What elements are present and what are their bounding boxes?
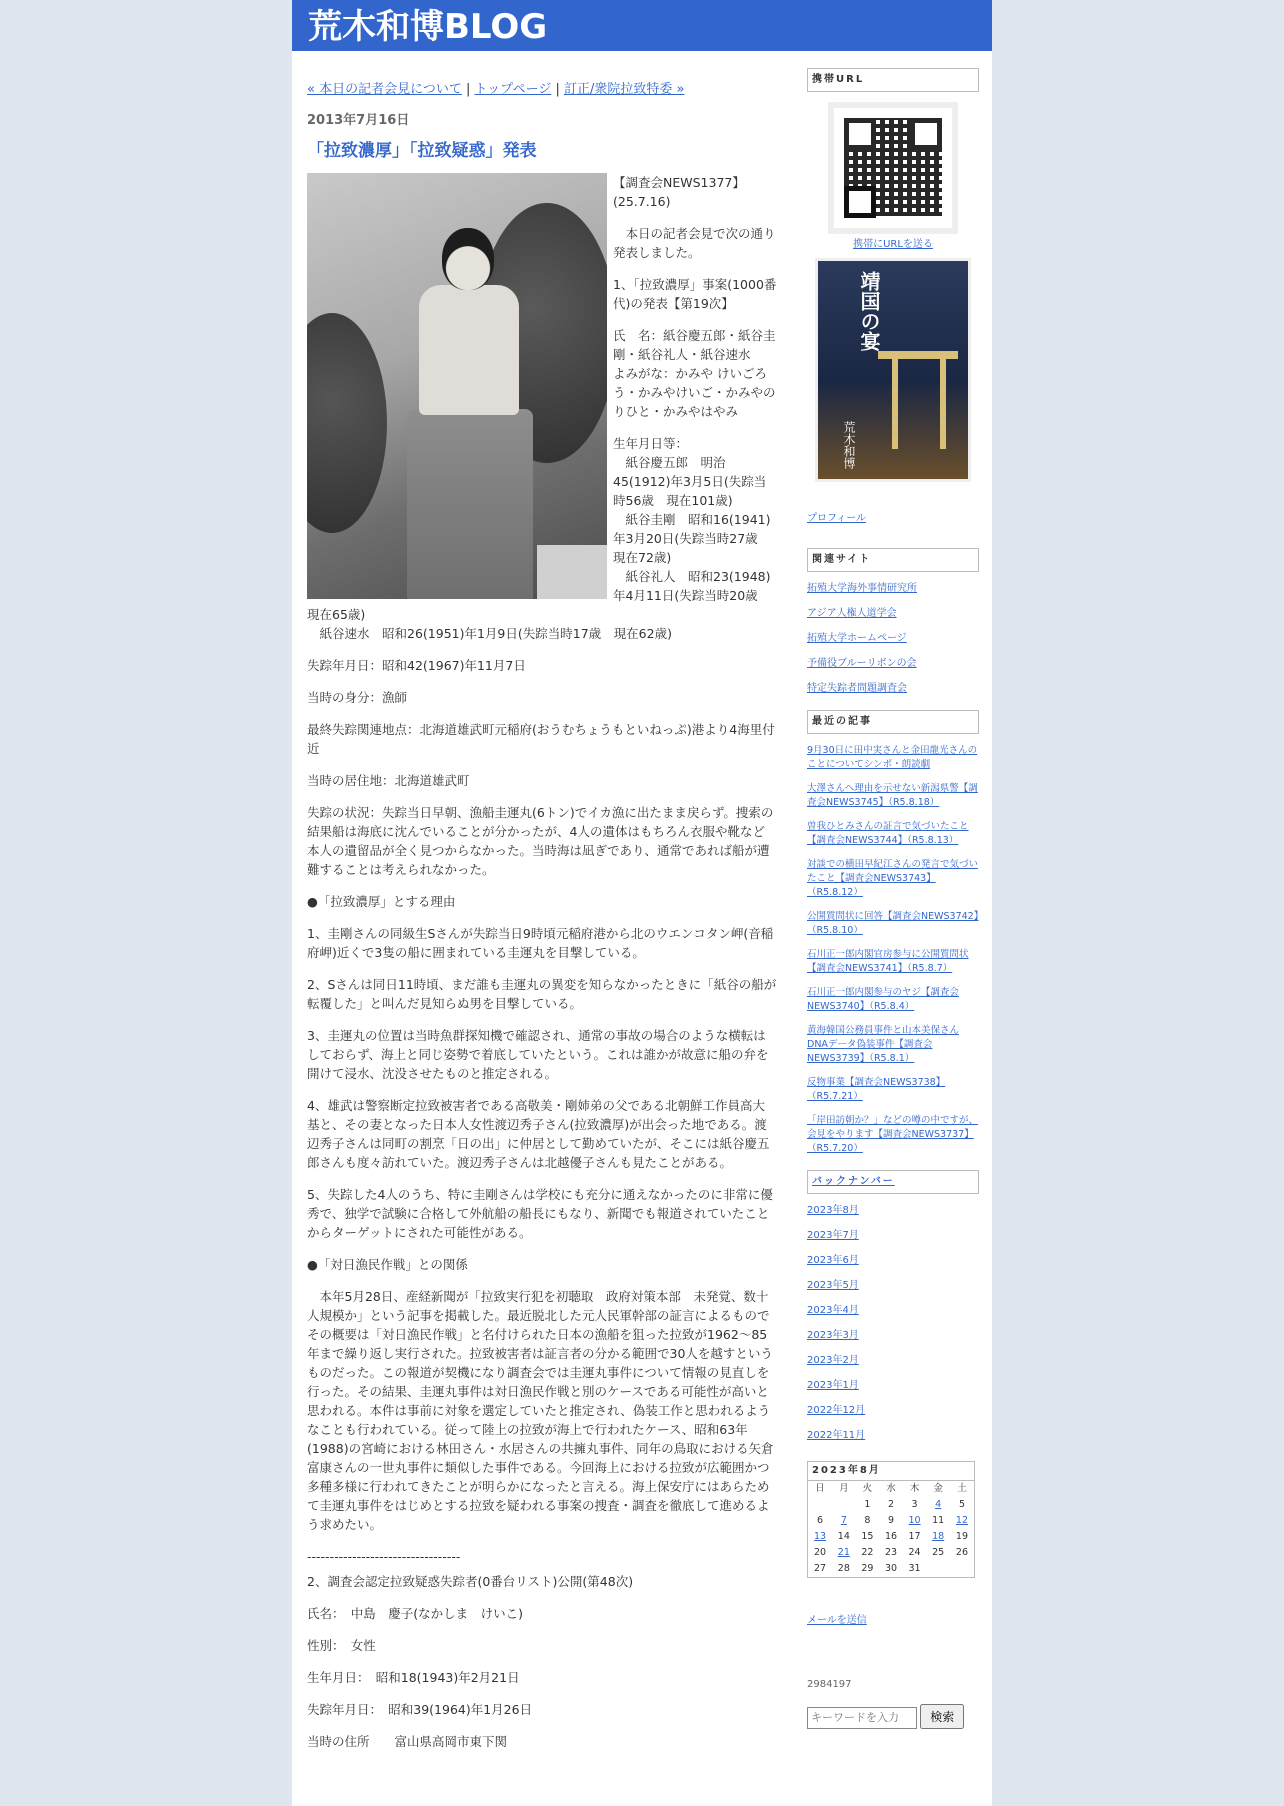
recent-article-link[interactable]: 黄海韓国公務員事件と山本美保さんDNAデータ偽装事件【調査会NEWS3739】（R5.8.1） [807,1025,960,1064]
calendar-cell [832,1513,856,1529]
book-title: 靖国の宴 [857,271,881,351]
calendar-day: 6 [817,1515,824,1526]
calendar-cell [808,1529,833,1545]
calendar-weekday: 火 [862,1483,873,1494]
calendar-day-link[interactable]: 13 [813,1531,827,1542]
related-site-link[interactable]: 特定失踪者問題調査会 [807,683,907,694]
recent-article-link[interactable]: 石川正一郎内閣官房参与に公開質問状【調査会NEWS3741】（R5.8.7） [807,949,969,974]
recent-article-link[interactable]: 大澤さんへ理由を示せない新潟県警【調査会NEWS3745】（R5.8.18） [807,783,978,808]
calendar-day: 8 [864,1515,871,1526]
calendar-day [926,1561,950,1578]
backnumber-list [807,1204,979,1443]
backnumber-link[interactable]: 2023年3月 [807,1330,859,1341]
calendar-cell [926,1497,950,1513]
calendar-day: 20 [813,1547,827,1558]
post-title: 「拉致濃厚」「拉致疑惑」発表 [307,141,537,161]
header [292,0,992,51]
recent-article-link[interactable]: 対談での横田早紀江さんの発言で気づいたこと【調査会NEWS3743】（R5.8.12） [807,859,979,898]
post-paragraph: 生年月日等： 紙谷慶五郎 明治45(1912)年3月5日(失踪当時56歳 現在101歳) 紙谷圭剛 昭和16(1941)年3月20日(失踪当時27歳 現在72歳) 紙谷礼人 昭和23(1948)年4月11日(失踪当時20歳 現在65歳) 紙谷速水 昭和26(1951)年1月9日(失踪当時17歳 現在62歳) [307,436,771,641]
related-heading: 関連サイト [807,548,979,572]
calendar-weekday: 金 [933,1483,943,1494]
calendar-day [950,1561,975,1578]
post-paragraph: 失踪年月日： 昭和39(1964)年1月26日 [307,1702,533,1717]
calendar-day-link[interactable]: 7 [840,1515,847,1526]
profile-link[interactable]: プロフィール [807,513,866,524]
post-photo [307,173,607,599]
post-paragraph: 失踪年月日：昭和42(1967)年11月7日 [307,658,526,673]
calendar-day-link[interactable]: 10 [908,1515,921,1526]
nav-separator: | [461,82,475,97]
post-paragraph: 失踪の状況：失踪当日早朝、漁船圭運丸(6トン)でイカ漁に出たまま戻らず。捜索の結果船は海底に沈んでいることが分かったが、4人の遺体はもちろん衣服や靴など本人の遺留品が全く見つからなかった。当時海は凪ぎであり、通常であれば船が遭難することは考えられなかった。 [307,805,774,877]
calendar-day: 15 [861,1531,874,1542]
calendar-weekday: 月 [839,1483,849,1494]
calendar-day: 29 [861,1563,874,1574]
related-list [807,582,979,696]
calendar-day: 14 [837,1531,850,1542]
calendar-day: 9 [887,1515,895,1526]
next-post-link[interactable]: 訂正/衆院拉致特委 » [563,82,685,97]
calendar-cell [950,1513,975,1529]
post-paragraph: 2、調査会認定拉致疑惑失踪者(0番台リスト)公開(第48次) [307,1574,634,1589]
calendar-day [808,1497,833,1513]
post-paragraph: 3、圭運丸の位置は当時魚群探知機で確認され、通常の事故の場合のような横転はしておらず、海上と同じ姿勢で着底していたという。これは誰かが故意に船の弁を開けて浸水、沈没させたものと推定される。 [307,1028,769,1081]
mail-link[interactable]: メールを送信 [807,1615,867,1626]
recent-article-link[interactable]: 公開質問状に回答【調査会NEWS3742】（R5.8.10） [807,911,979,936]
recent-heading: 最近の記事 [807,710,979,734]
post-paragraph: 氏名： 中島 慶子(なかしま けいこ) [307,1606,524,1621]
calendar-day [832,1497,856,1513]
backnumber-link[interactable]: 2023年8月 [807,1205,859,1216]
backnumber-link[interactable]: 2022年12月 [807,1405,866,1416]
backnumber-link[interactable]: 2022年11月 [807,1430,866,1441]
post-paragraph: 1、「拉致濃厚」事案(1000番代)の発表【第19次】 [613,277,777,311]
recent-article-link[interactable]: 反物事業【調査会NEWS3738】（R5.7.21） [807,1077,946,1102]
search-input[interactable] [807,1707,917,1729]
calendar-day: 28 [837,1563,850,1574]
calendar-day-link[interactable]: 21 [837,1547,850,1558]
calendar-weekday: 水 [886,1483,896,1494]
calendar-weekday: 木 [909,1483,920,1494]
calendar [807,1461,975,1578]
nav-separator: | [551,82,564,97]
post-paragraph: 性別： 女性 [307,1638,376,1653]
related-site-link[interactable]: アジア人権人道学会 [807,608,897,619]
related-site-link[interactable]: 拓殖大学ホームページ [807,633,907,644]
calendar-day: 25 [932,1547,945,1558]
calendar-day: 17 [908,1531,921,1542]
backnumber-link[interactable]: 2023年2月 [807,1355,859,1366]
backnumber-link[interactable]: 2023年6月 [807,1255,859,1266]
calendar-day: 3 [911,1499,918,1510]
calendar-day: 26 [955,1547,969,1558]
book-author: 荒木和博 [842,421,856,469]
calendar-day: 24 [908,1547,921,1558]
post-paragraph: 本日の記者会見で次の通り発表しました。 [613,226,776,260]
recent-article-link[interactable]: 「岸田訪朝か？」などの噂の中ですが、会見をやります【調査会NEWS3737】（R5.7.20） [807,1115,979,1154]
prev-post-link[interactable]: « 本日の記者会見について [307,82,462,97]
calendar-caption: 2023年8月 [807,1461,975,1480]
post-paragraph: 5、失踪した4人のうち、特に圭剛さんは学校にも充分に通えなかったのに非常に優秀で、独学で試験に合格して外航船の船長にもなり、新聞でも報道されていたことからターゲットにされた可能性がある。 [307,1187,773,1240]
post-date: 2013年7月16日 [307,113,410,128]
send-url-link[interactable]: 携帯にURLを送る [853,239,933,250]
calendar-day-link[interactable]: 18 [932,1531,945,1542]
search-form [807,1704,979,1729]
recent-list [807,744,979,1156]
calendar-day: 27 [813,1563,827,1574]
post-paragraph: 当時の身分：漁師 [307,690,408,705]
post-paragraph: 最終失踪関連地点：北海道雄武町元稲府(おうむちょうもといねっぷ)港より4海里付近 [307,722,775,756]
calendar-day: 30 [884,1563,898,1574]
calendar-day: 16 [884,1531,898,1542]
mobile-url-heading: 携帯URL [807,68,979,92]
calendar-day: 5 [958,1499,965,1510]
post-paragraph: 当時の居住地：北海道雄武町 [307,773,470,788]
calendar-day: 23 [884,1547,898,1558]
book-cover[interactable] [815,258,971,482]
qr-code [828,102,958,234]
calendar-day: 11 [932,1515,945,1526]
post-paragraph: 2、Sさんは同日11時頃、まだ誰も圭運丸の異変を知らなかったときに「紙谷の船が転覆した」と叫んだ見知らぬ男を目撃している。 [307,977,777,1011]
calendar-day: 19 [955,1531,969,1542]
calendar-weekday: 土 [957,1483,967,1494]
page [292,0,992,1806]
calendar-cell [903,1513,927,1529]
post-paragraph: 【調査会NEWS1377】(25.7.16) [613,175,745,209]
post-paragraph: 生年月日： 昭和18(1943)年2月21日 [307,1670,520,1685]
related-site-link[interactable]: 拓殖大学海外事情研究所 [807,583,917,594]
calendar-day: 2 [887,1499,895,1510]
calendar-cell [926,1529,950,1545]
separator-line: ---------------------------------- [307,1549,461,1564]
post-nav [307,80,777,99]
calendar-day-link[interactable]: 12 [955,1515,969,1526]
search-button[interactable]: 検索 [920,1704,964,1729]
calendar-day: 1 [864,1499,871,1510]
backnumber-heading[interactable]: バックナンバー [807,1170,979,1194]
recent-article-link[interactable]: 曽我ひとみさんの証言で気づいたこと【調査会NEWS3744】（R5.8.13） [807,821,969,846]
top-page-link[interactable]: トップページ [474,82,552,97]
post-paragraph: 氏 名：紙谷慶五郎・紙谷圭剛・紙谷礼人・紙谷速水 よみがな：かみや けいごろう・かみやけいご・かみやのりひと・かみやはやみ [613,328,776,419]
blog-title[interactable]: 荒木和博BLOG [308,7,548,47]
related-site-link[interactable]: 予備役ブルーリボンの会 [807,658,917,669]
calendar-weekday: 日 [815,1483,825,1494]
backnumber-link[interactable]: 2023年1月 [807,1380,859,1391]
calendar-day-link[interactable]: 4 [935,1499,942,1510]
post-paragraph: ●「拉致濃厚」とする理由 [307,894,456,909]
recent-article-link[interactable]: 石川正一郎内閣参与のヤジ【調査会NEWS3740】（R5.8.4） [807,987,959,1012]
post-paragraph: 当時の住所 富山県高岡市東下関 [307,1734,508,1749]
visit-counter: 2984197 [807,1679,852,1690]
backnumber-link[interactable]: 2023年7月 [807,1230,859,1241]
calendar-day: 22 [861,1547,874,1558]
backnumber-link[interactable]: 2023年4月 [807,1305,859,1316]
calendar-day: 31 [908,1563,921,1574]
post-body-2 [307,1572,777,1751]
sidebar [807,68,979,1729]
post-paragraph: 本年5月28日、産経新聞が「拉致実行犯を初聴取 政府対策本部 未発覚、数十人規模か」という記事を掲載した。最近脱北した元人民軍幹部の証言によるものでその概要は「対日漁民作戦」と名付けられた日本の漁船を狙った拉致が1962〜85年まで繰り返し実行された。拉致被害者は証言者の分かる範囲で30人を越すというものだった。この報道が契機になり調査会では圭運丸事件について情報の見直しを行った。その結果、圭運丸事件は対日漁民作戦と別のケースである可能性が高いと思われる。本件は事前に対象を選定していたと推定され、偽装工作と思われるようなことも行われている。従って陸上の拉致が海上で行われたケース、昭和63年(1988)の宮崎における林田さん・水居さんの共擁丸事件、同年の鳥取における矢倉富康さんの一世丸事件に類似した事件である。今回海上における拉致が広範囲かつ多種多様に行われてきたことが明らかになったと言える。海上保安庁にはあらためて圭運丸事件をはじめとする拉致を疑われる事案の捜査・調査を徹底して進めるよう求めたい。 [307,1289,774,1532]
calendar-cell [832,1545,856,1561]
post-paragraph: 4、雄武は警察断定拉致被害者である高敬美・剛姉弟の父である北朝鮮工作員高大基と、その妻となった日本人女性渡辺秀子さん(拉致濃厚)が出会った地である。渡辺秀子さんは同町の割烹「日の出」に仲居として勤めていたが、そこには紙谷慶五郎さんも度々訪れていた。渡辺秀子さんは北越優子さんも見たことがある。 [307,1098,770,1170]
main-column [307,70,777,1764]
backnumber-link[interactable]: 2023年5月 [807,1280,859,1291]
post-paragraph: 1、圭剛さんの同級生Sさんが失踪当日9時頃元稲府港から北のウエンコタン岬(音稲府岬)近くで3隻の船に囲まれている圭運丸を目撃している。 [307,926,774,960]
recent-article-link[interactable]: 9月30日に田中実さんと金田龍光さんのことについてシンポ・朗読劇 [807,745,978,770]
post-paragraph: ●「対日漁民作戦」との関係 [307,1257,468,1272]
